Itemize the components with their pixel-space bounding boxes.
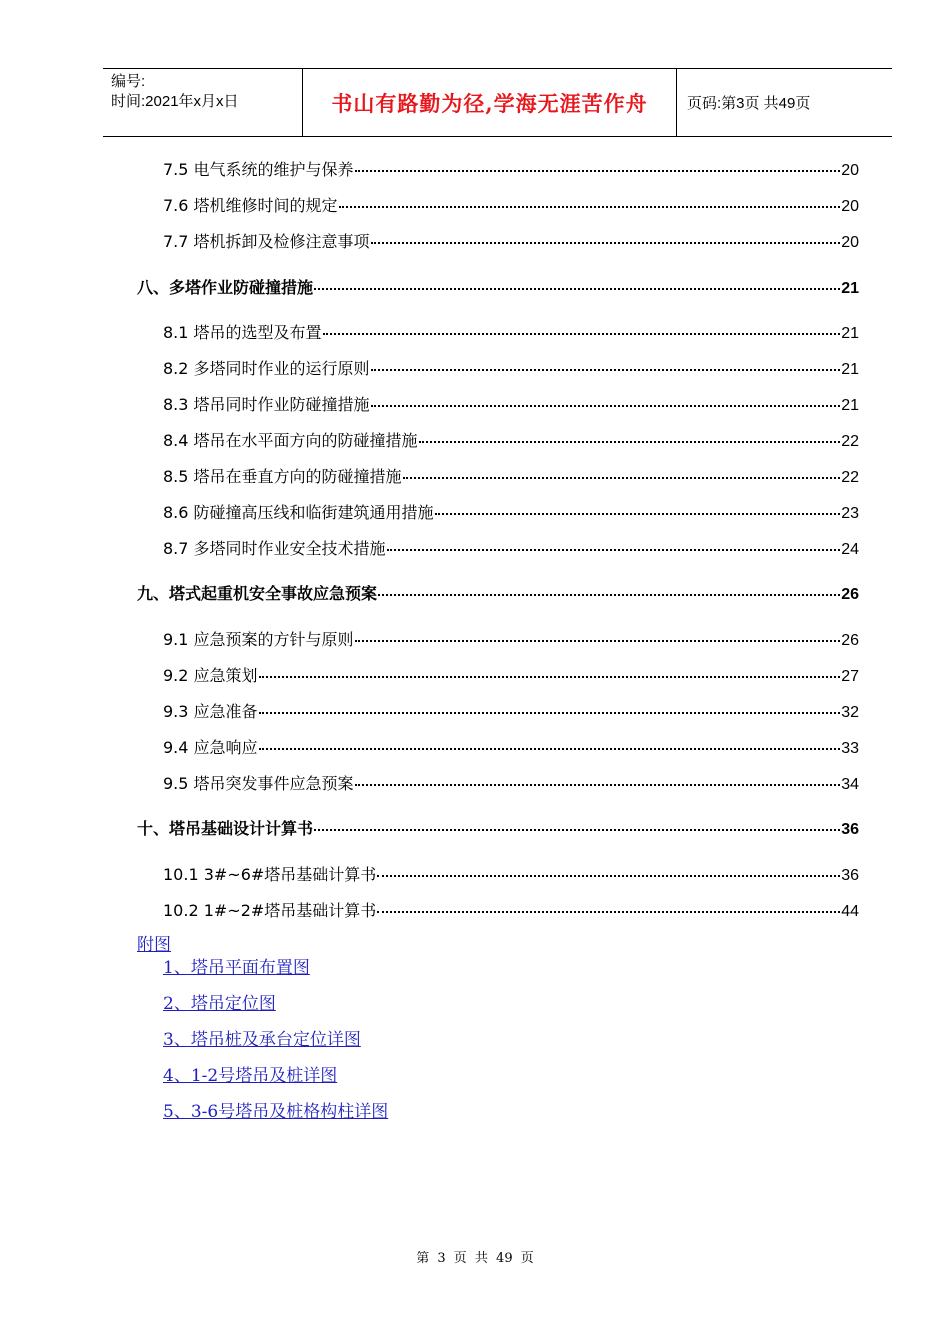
toc-entry[interactable]: [163, 538, 859, 561]
toc-entry-title: 7.6 塔机维修时间的规定: [163, 196, 338, 215]
time-label: 时间:2021年x月x日: [111, 93, 239, 110]
toc-page-number: 26: [841, 586, 859, 603]
toc-page-number: 34: [841, 776, 859, 793]
toc-dot-leader: [259, 675, 841, 678]
toc-page-number: 32: [841, 704, 859, 721]
page-footer: 第 3 页 共 49 页: [416, 1251, 534, 1266]
toc-entry[interactable]: [163, 358, 859, 381]
toc-dot-leader: [314, 828, 840, 831]
toc-entry-title: 8.1 塔吊的选型及布置: [163, 323, 322, 342]
toc-entry-title: 9.2 应急策划: [163, 666, 258, 685]
toc-page-number: 20: [841, 162, 859, 179]
toc-entry[interactable]: [163, 430, 859, 453]
toc-entry-title: 8.2 多塔同时作业的运行原则: [163, 359, 370, 378]
header-motto: [303, 69, 677, 136]
toc-page-number: 21: [841, 325, 859, 342]
toc-dot-leader: [259, 747, 841, 750]
toc-dot-leader: [387, 548, 841, 551]
toc-entry[interactable]: [163, 864, 859, 887]
toc-entry[interactable]: [163, 231, 859, 254]
toc-entry[interactable]: [163, 159, 859, 182]
toc-dot-leader: [355, 169, 841, 172]
appendix-link-text[interactable]: 1、塔吊平面布置图: [163, 958, 310, 978]
toc-entry[interactable]: [163, 394, 859, 417]
header-page: [677, 69, 892, 136]
appendix-link-text[interactable]: 2、塔吊定位图: [163, 994, 276, 1014]
toc-chapter-entry[interactable]: [137, 818, 859, 841]
toc-page-number: 33: [841, 740, 859, 757]
toc-entry-title: 8.4 塔吊在水平面方向的防碰撞措施: [163, 431, 418, 450]
toc-page-number: 20: [841, 234, 859, 251]
toc-entry[interactable]: [163, 737, 859, 760]
toc-page-number: 22: [841, 433, 859, 450]
toc-page-number: 36: [841, 821, 859, 838]
number-label: 编号:: [111, 73, 146, 90]
page-header: [103, 68, 892, 137]
toc-dot-leader: [355, 639, 841, 642]
toc-dot-leader: [378, 593, 840, 596]
appendix-link-text[interactable]: 5、3-6号塔吊及桩格构柱详图: [163, 1102, 389, 1122]
toc-page-number: 24: [841, 541, 859, 558]
toc-dot-leader: [377, 910, 840, 913]
toc-dot-leader: [435, 512, 841, 515]
toc-dot-leader: [419, 440, 841, 443]
appendix-link-2[interactable]: [163, 993, 276, 1015]
header-meta: [103, 69, 303, 136]
toc-page-number: 27: [841, 668, 859, 685]
appendix-link-1[interactable]: [163, 957, 310, 979]
toc-entry-title: 10.1 3#~6#塔吊基础计算书: [163, 865, 377, 884]
toc-entry-title: 7.7 塔机拆卸及检修注意事项: [163, 232, 370, 251]
toc-dot-leader: [371, 241, 841, 244]
appendix-link-3[interactable]: [163, 1029, 361, 1051]
toc-entry-title: 八、多塔作业防碰撞措施: [137, 278, 314, 297]
toc-dot-leader: [339, 205, 841, 208]
toc-entry[interactable]: [163, 701, 859, 724]
toc-entry-title: 8.7 多塔同时作业安全技术措施: [163, 539, 386, 558]
toc-entry-title: 10.2 1#~2#塔吊基础计算书: [163, 901, 377, 920]
toc-chapter-entry[interactable]: [137, 583, 859, 606]
toc-entry-title: 8.6 防碰撞高压线和临街建筑通用措施: [163, 503, 434, 522]
toc-entry[interactable]: [163, 466, 859, 489]
toc-entry-title: 8.5 塔吊在垂直方向的防碰撞措施: [163, 467, 402, 486]
toc-entry-title: 8.3 塔吊同时作业防碰撞措施: [163, 395, 370, 414]
toc-page-number: 36: [841, 867, 859, 884]
toc-page-number: 44: [841, 903, 859, 920]
motto-text: 书山有路勤为径,学海无涯苦作舟: [331, 90, 648, 116]
toc-entry-title: 9.5 塔吊突发事件应急预案: [163, 774, 354, 793]
appendix-link-text[interactable]: 4、1-2号塔吊及桩详图: [163, 1066, 338, 1086]
toc-page-number: 21: [841, 361, 859, 378]
toc-chapter-entry[interactable]: [137, 277, 859, 300]
toc-page-number: 20: [841, 198, 859, 215]
toc-entry-title: 9.1 应急预案的方针与原则: [163, 630, 354, 649]
toc-dot-leader: [371, 368, 841, 371]
toc-entry[interactable]: [163, 665, 859, 688]
appendix-link-5[interactable]: [163, 1101, 388, 1123]
toc-entry[interactable]: [163, 773, 859, 796]
appendix-title-text[interactable]: 附图: [137, 935, 171, 955]
toc-entry[interactable]: [163, 322, 859, 345]
toc-dot-leader: [259, 711, 841, 714]
toc-entry-title: 9.4 应急响应: [163, 738, 258, 757]
toc-page-number: 21: [841, 397, 859, 414]
toc-page-number: 21: [841, 280, 859, 297]
toc-page-number: 23: [841, 505, 859, 522]
toc-entry[interactable]: [163, 502, 859, 525]
toc-dot-leader: [377, 874, 840, 877]
toc-entry[interactable]: [163, 900, 859, 923]
toc-entry[interactable]: [163, 195, 859, 218]
toc-dot-leader: [403, 476, 841, 479]
toc-dot-leader: [371, 404, 841, 407]
page-label: 页码:第3页 共49页: [687, 95, 811, 112]
appendix-link-4[interactable]: [163, 1065, 337, 1087]
toc-dot-leader: [314, 287, 840, 290]
toc-dot-leader: [323, 332, 841, 335]
appendix-title[interactable]: [137, 934, 171, 956]
toc-entry[interactable]: [163, 629, 859, 652]
toc-dot-leader: [355, 783, 841, 786]
toc-entry-title: 9.3 应急准备: [163, 702, 258, 721]
appendix-link-text[interactable]: 3、塔吊桩及承台定位详图: [163, 1030, 361, 1050]
toc-page-number: 26: [841, 632, 859, 649]
toc-page-number: 22: [841, 469, 859, 486]
toc-entry-title: 九、塔式起重机安全事故应急预案: [137, 584, 378, 603]
toc-entry-title: 7.5 电气系统的维护与保养: [163, 160, 354, 179]
toc-entry-title: 十、塔吊基础设计计算书: [137, 819, 314, 838]
